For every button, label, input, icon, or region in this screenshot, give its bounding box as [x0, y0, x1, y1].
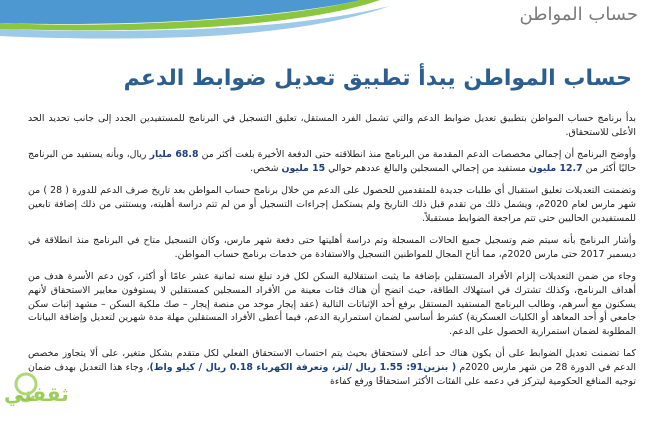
watermark-text: ثقفني — [4, 382, 69, 406]
paragraph-2-text-g: شخص. — [250, 162, 282, 174]
paragraph-6-text-c: ، وجاء هذا التعديل بهدف ضمان توجيه المنافع الحكومية ليتركز في دعمه على الفئات الأكثر استحقاقًا ورفع كفاءة — [28, 361, 636, 387]
paragraph-2-text-e: مستفيد من إجمالي المسجلين والبالغ عددهم حوالي — [325, 162, 529, 174]
article-body — [28, 112, 636, 397]
paragraph-6 — [28, 347, 636, 388]
paragraph-2-text-a: وأوضح البرنامج أن إجمالي مخصصات الدعم المقدمة من البرنامج منذ انطلاقته حتى الدفعة الأخيرة بلغت أكثر من — [198, 149, 636, 161]
brand-title: حساب المواطن — [519, 4, 638, 25]
paragraph-5: وجاء من ضمن التعديلات إلزام الأفراد المستقلين بإضافة ما يثبت استقلالية السكن لكل فرد تبلغ سنه ثمانية عشر عامًا أو أكثر، كون دعم الأسرة هدف من أهداف البرنامج، وكذلك تشترك في استهلاك الطاقة، حيث اتضح أن هناك فئات معينة من الأفراد المسجلين كمستقلين لا يستوفون معايير الاستحقاق لأنهم يسكنون مع أسرهم، وطالب البرنامج المستفيد المستقل برفع أحد الإثباتات التالية (عقد إيجار موحد من منصة إيجار – صك ملكية السكن – مشهد إثبات سكن جامعي أو أحد المعاهد أو الكليات العسكرية) كشرط أساسي لضمان استمرارية الدعم، فيما أعطى الأفراد المستقلين مهلة مدة شهرين لتعديل وإضافة البيانات المطلوبة لضمان استمرارية الحصول على الدعم. — [28, 271, 636, 337]
registrants-highlight: 15 مليون — [281, 162, 326, 174]
beneficiaries-highlight: 12.7 مليون — [528, 162, 583, 174]
paragraph-2-text-c: ريال، وبأنه يستفيد من البرنامج حاليًا أكثر من — [28, 149, 636, 174]
paragraph-6-text-a: كما تضمنت تعديل الضوابط على أن يكون هناك حد أعلى لاستحقاق بحيث يتم احتساب الاستحقاق الفعلي لكل متقدم بشكل متغير، على ألا يتجاوز مخصص الدعم في الدورة 28 من شهر مارس 2020م — [28, 348, 636, 373]
page-header — [0, 0, 652, 44]
price-highlight: ( بنزين91: 1.55 ريال /لتر، وتعرفة الكهرباء 0.18 ريال / كيلو واط) — [149, 361, 457, 373]
paragraph-3: وتضمنت التعديلات تعليق استقبال أي طلبات جديدة للمتقدمين للحصول على الدعم من خلال برنامج حساب المواطن بعد تاريخ صرف الدعم للدورة ( 28 ) من شهر مارس لعام 2020م، ويشمل ذلك من تقدم قبل ذلك التاريخ ولم يستكمل إجراءات التسجيل أو من لم تتم دراسة أهليته، ويستثنى من ذلك إضافة تابعين للمستفيدين الحاليين حتى تتم مراجعة الضوابط مستقبلاً. — [28, 185, 636, 224]
paragraph-4: وأشار البرنامج بأنه سيتم ضم وتسجيل جميع الحالات المسجلة وتم دراسة أهليتها حتى دفعة شهر مارس، وكان التسجيل متاح في البرنامج منذ انطلاقة في ديسمبر 2017 حتى مارس 2020م، مما أتاح المجال للمواطنين التسجيل والاستفادة من خدمات برنامج حساب المواطن. — [28, 235, 636, 260]
amount-highlight: 68.8 مليار — [149, 149, 199, 161]
paragraph-2 — [28, 148, 636, 175]
article-title: حساب المواطن يبدأ تطبيق تعديل ضوابط الدعم — [123, 66, 632, 91]
paragraph-1: بدأ برنامج حساب المواطن بتطبيق تعديل ضوابط الدعم والتي تشمل الفرد المستقل، تعليق التسجيل في البرنامج للمستفيدين الجدد إلى جانب تحديد الحد الأعلى للاستحقاق. — [28, 113, 636, 138]
